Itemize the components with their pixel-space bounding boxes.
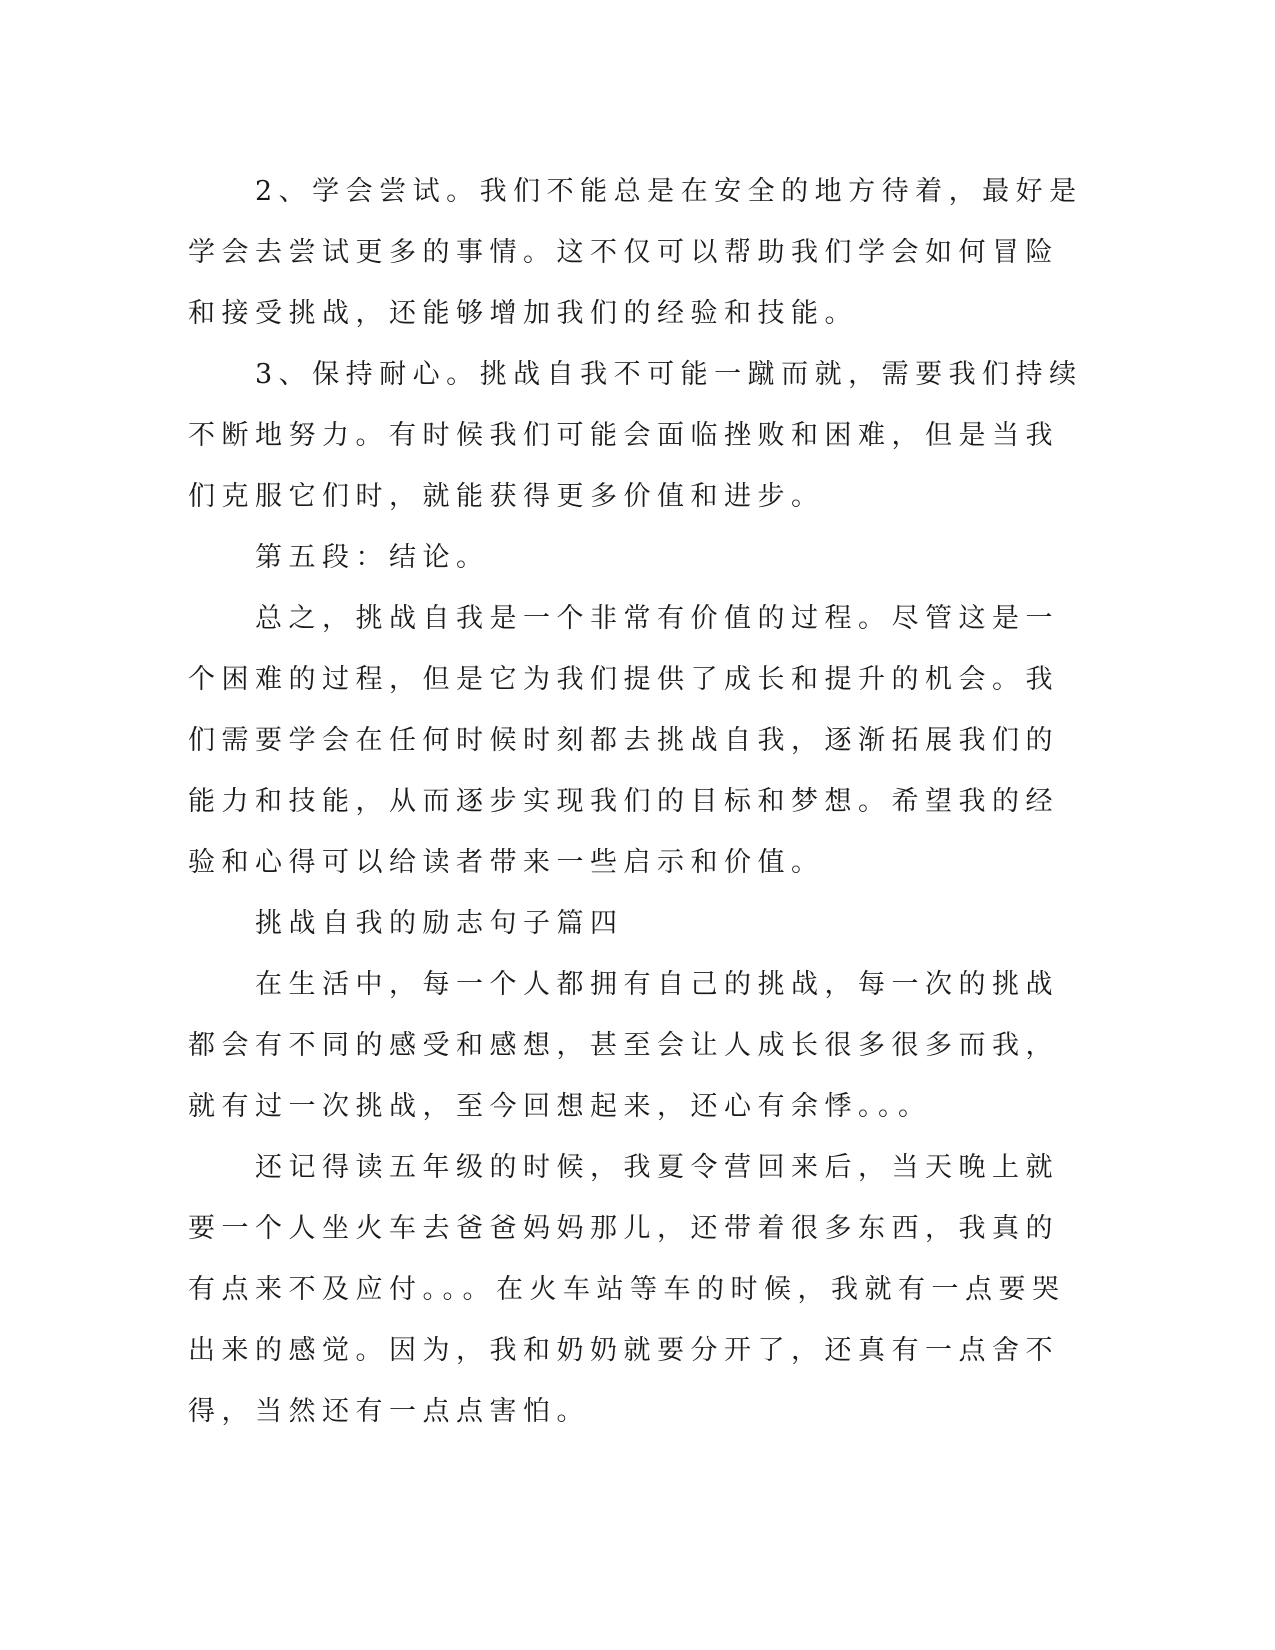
paragraph-story: 还记得读五年级的时候，我夏令营回来后，当天晚上就要一个人坐火车去爸爸妈妈那儿，还带着很多东西，我真的有点来不及应付。。。在火车站等车的时候，我就有一点要哭出来的感觉。因为，我和奶奶就要分开了，还真有一点舍不得，当然还有一点点害怕。 [188,1152,1066,1427]
paragraph-intro: 在生活中，每一个人都拥有自己的挑战，每一次的挑战都会有不同的感受和感想，甚至会让人成长很多很多而我，就有过一次挑战，至今回想起来，还心有余悸。。。 [188,969,1059,1122]
document-body [188,161,1088,1442]
paragraph-tip-2: 2、学会尝试。我们不能总是在安全的地方待着，最好是学会去尝试更多的事情。这不仅可以帮助我们学会如何冒险和接受挑战，还能够增加我们的经验和技能。 [188,176,1083,329]
paragraph-tip-3: 3、保持耐心。挑战自我不可能一蹴而就，需要我们持续不断地努力。有时候我们可能会面临挫败和困难，但是当我们克服它们时，就能获得更多价值和进步。 [188,359,1083,512]
paragraph-conclusion: 总之，挑战自我是一个非常有价值的过程。尽管这是一个困难的过程，但是它为我们提供了成长和提升的机会。我们需要学会在任何时候时刻都去挑战自我，逐渐拓展我们的能力和技能，从而逐步实现我们的目标和梦想。希望我的经验和心得可以给读者带来一些启示和价值。 [188,603,1059,878]
article-title-part-four: 挑战自我的励志句子篇四 [255,908,624,939]
section-heading-conclusion: 第五段：结论。 [255,542,490,573]
